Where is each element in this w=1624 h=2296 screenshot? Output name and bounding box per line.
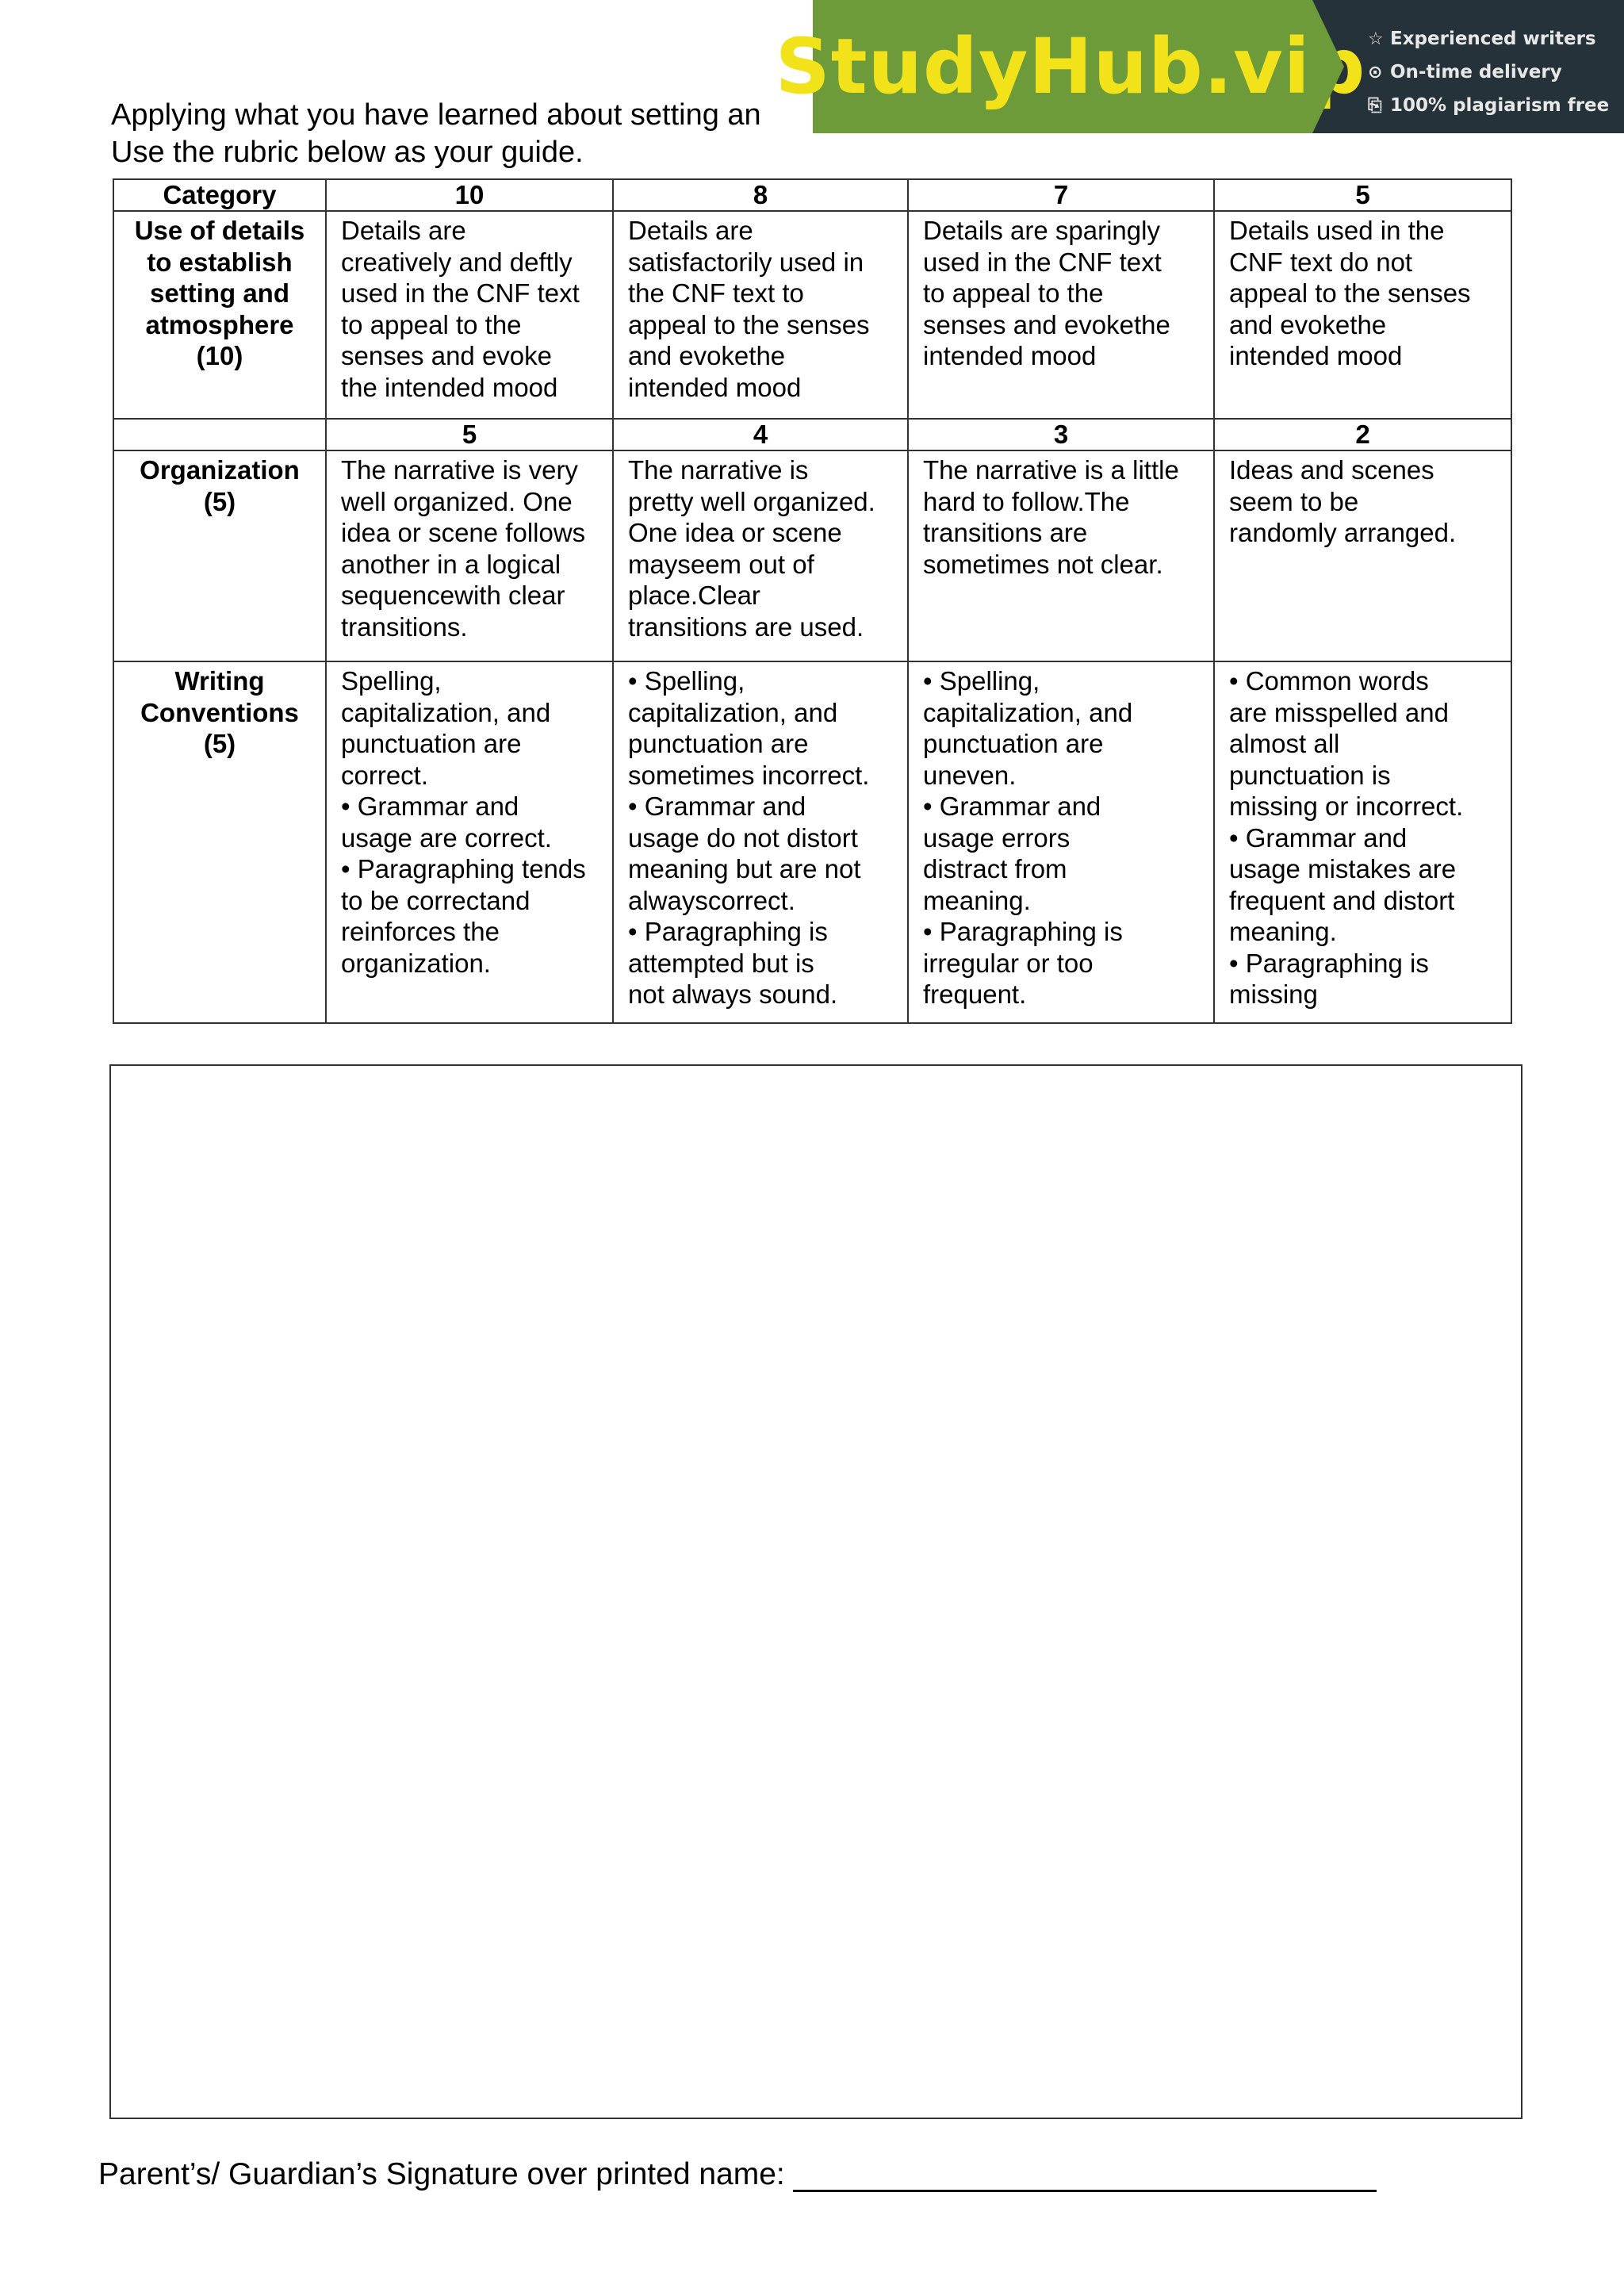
text-line: One idea or scene [628,518,842,547]
signature-blank[interactable] [793,2161,1377,2192]
text-line: idea or scene follows [341,518,586,547]
text-line: • Grammar and [1229,822,1408,853]
text-line: meaning. [1229,917,1337,946]
text-line: (5) [203,729,236,758]
criteria-cell [908,211,1214,419]
text-line: randomly arranged. [1229,518,1457,547]
text-line: hard to follow.The [923,486,1130,516]
text-line: Details are [341,216,466,245]
criteria-cell [326,661,613,1023]
header-cell: 5 [326,419,613,450]
text-line: to establish [147,247,293,277]
text-line: reinforces the [341,917,500,946]
text-line: punctuation is [1229,760,1391,790]
text-line: transitions. [341,611,468,642]
text-line: punctuation are [628,729,809,758]
feature-item [1368,89,1624,122]
category-cell [113,211,326,419]
text-line: punctuation are [923,729,1104,758]
text-line: transitions are [923,518,1088,547]
text-line: capitalization, and [923,697,1133,727]
clock-icon: ⊙ [1368,62,1383,82]
text-line: Organization [140,455,300,485]
rubric-row-organization [113,450,1511,661]
text-line: Use of details [134,216,305,245]
header-row [113,419,1511,450]
text-line: senses and evokethe [923,309,1170,339]
text-line: mayseem out of [628,549,814,579]
text-line: usage do not distort [628,822,858,853]
rubric-row-conventions [113,661,1511,1023]
text-line: well organized. One [341,486,573,516]
text-line: alwayscorrect. [628,885,795,915]
text-line: are misspelled and [1229,697,1449,727]
star-icon: ☆ [1368,29,1384,49]
feature-text: 100% plagiarism free [1390,95,1610,116]
text-line: usage errors [923,822,1071,853]
text-line: usage are correct. [341,822,552,853]
writing-area[interactable] [109,1064,1522,2119]
rubric-row-details [113,211,1511,419]
text-line: missing or incorrect. [1229,792,1464,821]
watermark-banner[interactable] [775,0,1624,133]
text-line: not always sound. [628,979,838,1009]
text-line: creatively and deftly [341,247,573,277]
brand-panel [775,0,1366,133]
text-line: Ideas and scenes [1229,455,1434,485]
criteria-cell [908,450,1214,661]
text-line: • Common words [1229,666,1429,696]
text-line: CNF text do not [1229,247,1413,277]
header-row [113,179,1511,211]
text-line: senses and evoke [341,341,553,370]
text-line: intended mood [923,341,1097,370]
header-cell: 3 [908,419,1214,450]
rubric-table [113,178,1512,1024]
text-line: sequencewith clear [341,581,565,610]
text-line: pretty well organized. [628,486,875,516]
text-line: usage mistakes are [1229,854,1457,884]
criteria-cell [613,661,908,1023]
text-line: the CNF text to [628,278,804,308]
header-cell: 5 [1214,179,1511,211]
instructions-line-2: Use the rubric below as your guide. [111,136,584,169]
feature-item [1368,56,1624,89]
text-line: (10) [196,341,243,370]
text-line: attempted but is [628,948,814,978]
header-cell: 2 [1214,419,1511,450]
text-line: The narrative is [628,455,809,485]
header-cell: 10 [326,179,613,211]
text-line: • Paragraphing tends [341,854,586,884]
text-line: • Paragraphing is [628,917,828,946]
text-line: almost all [1229,729,1340,758]
text-line: sometimes incorrect. [628,760,870,790]
header-cell [113,419,326,450]
signature-line [98,2157,1377,2192]
text-line: • Spelling, [628,666,745,696]
text-line: to appeal to the [923,278,1104,308]
criteria-cell [613,211,908,419]
text-line: Details used in the [1229,216,1445,245]
instructions-line-1: Applying what you have learned about setting an [111,98,761,132]
text-line: intended mood [628,372,802,402]
text-line: • Grammar and [628,792,806,821]
text-line: • Paragraphing is [1229,948,1429,978]
criteria-cell [326,450,613,661]
criteria-cell [613,450,908,661]
text-line: Writing [174,666,265,696]
text-line: Conventions [140,697,299,727]
text-line: correct. [341,760,429,790]
text-line: capitalization, and [628,697,838,727]
text-line: • Paragraphing is [923,917,1123,946]
text-line: frequent. [923,979,1027,1009]
text-line: and evokethe [1229,309,1387,339]
text-line: satisfactorily used in [628,247,864,277]
text-line: Details are sparingly [923,216,1160,245]
text-line: place.Clear [628,581,760,610]
feature-text: Experienced writers [1390,29,1596,49]
header-cell: Category [113,179,326,211]
criteria-cell [908,661,1214,1023]
text-line: appeal to the senses [628,309,870,339]
text-line: Spelling, [341,666,442,696]
text-line: Details are [628,216,753,245]
text-line: used in the CNF text [923,247,1162,277]
text-line: The narrative is very [341,455,578,485]
criteria-cell [1214,450,1511,661]
text-line: meaning. [923,885,1031,915]
text-line: used in the CNF text [341,278,580,308]
text-line: irregular or too [923,948,1094,978]
header-cell: 8 [613,179,908,211]
header-cell: 4 [613,419,908,450]
category-cell [113,661,326,1023]
text-line: atmosphere [145,309,294,339]
feature-text: On-time delivery [1390,62,1562,82]
text-line: to be correctand [341,885,530,915]
text-line: organization. [341,948,491,978]
text-line: capitalization, and [341,697,551,727]
text-line: another in a logical [341,549,561,579]
text-line: intended mood [1229,341,1403,370]
feature-item [1368,22,1624,56]
text-line: appeal to the senses [1229,278,1471,308]
header-cell: 7 [908,179,1214,211]
text-line: frequent and distort [1229,885,1455,915]
criteria-cell [1214,661,1511,1023]
text-line: and evokethe [628,341,786,370]
text-line: uneven. [923,760,1017,790]
text-line: sometimes not clear. [923,549,1163,579]
text-line: meaning but are not [628,854,861,884]
criteria-cell [326,211,613,419]
text-line: missing [1229,979,1318,1009]
brand-logo: StudyHub.vip [775,22,1366,111]
category-cell [113,450,326,661]
text-line: (5) [203,486,236,516]
text-line: • Spelling, [923,666,1040,696]
text-line: seem to be [1229,486,1359,516]
criteria-cell [1214,211,1511,419]
text-line: transitions are used. [628,611,864,642]
text-line: punctuation are [341,729,522,758]
text-line: setting and [149,278,289,308]
text-line: • Grammar and [923,792,1101,821]
text-line: to appeal to the [341,309,522,339]
copy-icon: ⎘ [1368,95,1382,116]
text-line: the intended mood [341,372,558,402]
text-line: distract from [923,854,1067,884]
text-line: The narrative is a little [923,455,1179,485]
signature-label: Parent’s/ Guardian’s Signature over printed name: [98,2157,785,2191]
text-line: • Grammar and [341,792,519,821]
